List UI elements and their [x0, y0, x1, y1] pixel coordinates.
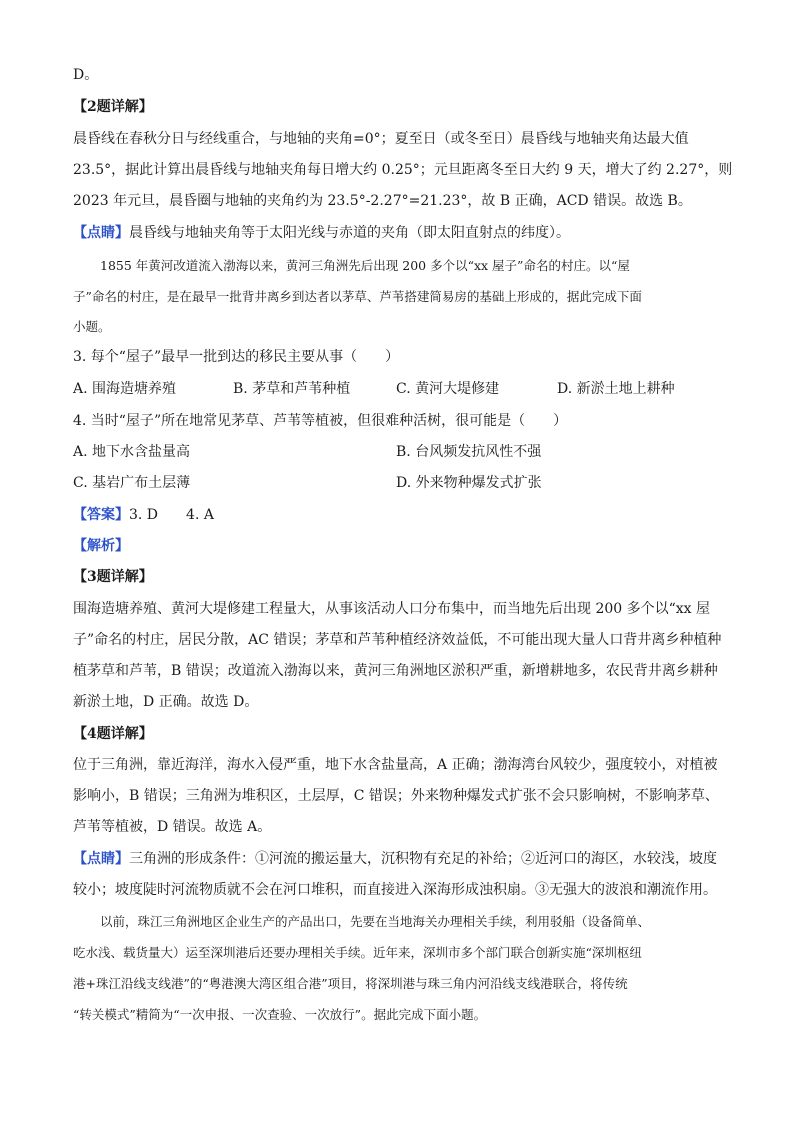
passage-line: “转关模式”精简为“一次申报、一次查验、一次放行”。据此完成下面小题。	[73, 1007, 487, 1022]
tip-text: 晨昏线与地轴夹角等于太阳光线与赤道的夹角（即太阳直射点的纬度）。	[129, 225, 570, 241]
paragraph-line: 晨昏线在春秋分日与经线重合，与地轴的夹角=0°；夏至日（或冬至日）晨昏线与地轴夹角达最大值	[73, 131, 689, 147]
question-4-option-a: A. 地下水含盐量高	[73, 444, 191, 460]
passage-line: 吃水浅、载货量大）运至深圳港后还要办理相关手续。近年来，深圳市多个部门联合创新实施“深圳枢纽	[73, 945, 642, 960]
passage-line: 子”命名的村庄，是在最早一批背井离乡到达者以茅草、芦苇搭建简易房的基础上形成的，据此完成下面	[73, 289, 642, 304]
paragraph-line: 芦苇等植被，D 错误。故选 A。	[73, 819, 272, 835]
detail-heading-q2: 【2题详解】	[73, 99, 153, 115]
passage-line: 港+珠江沿线支线港”的“粤港澳大湾区组合港”项目，将深圳港与珠三角内河沿线支线港联合，将传统	[73, 976, 628, 991]
paragraph-line: 2023 年元旦，晨昏圈与地轴的夹角约为 23.5°-2.27°=21.23°，故 B 正确，ACD 错误。故选 B。	[73, 193, 692, 209]
question-3-option-b: B. 茅草和芦苇种植	[233, 381, 351, 397]
question-3-option-d: D. 新淤土地上耕种	[557, 381, 675, 397]
answer-tag: 【答案】	[73, 507, 129, 523]
question-4-option-c: C. 基岩广布土层薄	[73, 475, 191, 491]
tip-line	[73, 224, 570, 242]
paragraph-line: 影响小，B 错误；三角洲为堆积区，土层厚，C 错误；外来物种爆发式扩张不会只影响树，不影响茅草、	[73, 788, 719, 804]
paragraph-line: 新淤土地，D 正确。故选 D。	[73, 694, 259, 710]
tip-text: 三角洲的形成条件：①河流的搬运量大，沉积物有充足的补给；②近河口的海区，水较浅，坡度	[129, 851, 717, 867]
paragraph-line: 植茅草和芦苇，B 错误；改道流入渤海以来，黄河三角洲地区淤积严重，新增耕地多，农民背井离乡耕种	[73, 663, 718, 679]
answer-text: 3. D 4. A	[129, 507, 214, 523]
tip-tag: 【点睛】	[73, 851, 129, 867]
question-3-option-a: A. 围海造塘养殖	[73, 381, 177, 397]
tip-tag: 【点睛】	[73, 225, 129, 241]
question-4-option-d: D. 外来物种爆发式扩张	[396, 475, 542, 491]
passage-line: 小题。	[73, 319, 111, 334]
passage-line: 以前，珠江三角洲地区企业生产的产品出口，先要在当地海关办理相关手续，利用驳船（设备简单、	[100, 914, 651, 929]
question-4: 4. 当时“屋子”所在地常见茅草、芦苇等植被，但很难种活树，很可能是（ ）	[73, 413, 568, 429]
analysis-tag: 【解析】	[73, 538, 129, 554]
tip-line	[73, 850, 717, 868]
detail-heading-q3: 【3题详解】	[73, 569, 153, 585]
paragraph-line: 较小；坡度陡时河流物质就不会在河口堆积，而直接进入深海形成浊积扇。③无强大的波浪和潮流作用。	[73, 882, 717, 898]
detail-heading-q4: 【4题详解】	[73, 726, 153, 742]
paragraph-line: 位于三角洲，靠近海洋，海水入侵严重，地下水含盐量高，A 正确；渤海湾台风较少，强度较小，对植被	[73, 757, 718, 773]
question-3: 3. 每个“屋子”最早一批到达的移民主要从事（ ）	[73, 349, 400, 365]
answer-letter-d: D。	[73, 67, 99, 83]
question-4-option-b: B. 台风频发抗风性不强	[396, 444, 542, 460]
paragraph-line: 围海造塘养殖、黄河大堤修建工程量大，从事该活动人口分布集中，而当地先后出现 200 多个以“xx 屋	[73, 601, 711, 617]
paragraph-line: 子”命名的村庄，居民分散，AC 错误；茅草和芦苇种植经济效益低，不可能出现大量人口背井离乡种植种	[73, 632, 722, 648]
question-3-option-c: C. 黄河大堤修建	[396, 381, 500, 397]
answer-line	[73, 506, 214, 524]
passage-line: 1855 年黄河改道流入渤海以来，黄河三角洲先后出现 200 多个以“xx 屋子”命名的村庄。以“屋	[100, 258, 630, 273]
paragraph-line: 23.5°，据此计算出晨昏线与地轴夹角每日增大约 0.25°；元旦距离冬至日大约 9 天，增大了约 2.27°，则	[73, 162, 733, 178]
